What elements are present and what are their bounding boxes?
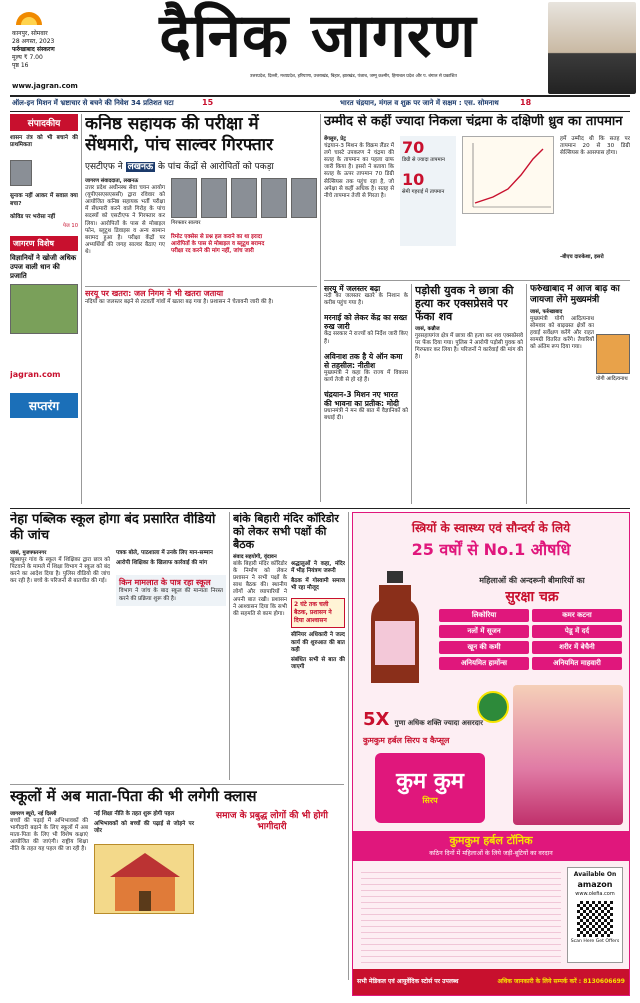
- suspect-photo-2: [201, 178, 227, 218]
- school-bullet-2: आरोपी शिक्षिका के खिलाफ कार्रवाई की मांग: [116, 560, 208, 567]
- suspect-photo-4: [261, 178, 287, 218]
- newspaper-title: दैनिक जागरण: [159, 1, 477, 71]
- cm-headline[interactable]: फर्रुखाबाद में आज बाढ़ का जायजा लेंगे मुख्यमंत्री: [530, 284, 620, 305]
- moon-info-box: [400, 136, 456, 246]
- ad-problem-2: कमर कटना: [532, 609, 622, 622]
- parents-bullet-1: नई शिक्षा नीति के तहत शुरू होगी पहल: [94, 811, 175, 817]
- teaser-right-page: 18: [520, 98, 532, 107]
- mid-story-3-body: मुख्यमंत्री ने कहा कि राज्य में विकास कार्य तेजी से हो रहे हैं।: [324, 369, 408, 384]
- ad-brand-name: कुम कुम: [396, 769, 464, 794]
- ad-shield: सुरक्षा चक्र: [505, 589, 559, 605]
- header-photo: [548, 2, 636, 94]
- ad-tonic-banner: [353, 831, 629, 861]
- ad-fine-print: [361, 867, 561, 963]
- editorial-item-3[interactable]: कोविड पर भरोसा नहीं: [10, 213, 56, 220]
- ad-problem-8: अनियमित माहवारी: [532, 657, 622, 670]
- teaser-left-page: 15: [202, 98, 214, 107]
- qr-code-icon[interactable]: [577, 901, 613, 937]
- ad-problem-3: नलों में सूजन: [439, 625, 529, 638]
- moon-callout-2-value: 10: [402, 169, 425, 189]
- edition-name: फर्रुखाबाद संस्करण: [12, 46, 55, 53]
- lead-photo-caption: गिरफ्तार साल्वर: [171, 220, 201, 226]
- murder-body: गुरसहायगंज क्षेत्र में छात्रा की हत्या कर शव एक्सप्रेसवे पर फेंक दिया गया। पुलिस ने आरोपी पड़ोसी युवक को गिरफ्तार कर लिया है। परिजनों ने कार्रवाई की मांग की है।: [415, 332, 523, 361]
- school-body: खुब्बापुर गांव के स्कूल में शिक्षिका द्वारा छात्र को पिटवाने के मामले में शिक्षा विभाग ने स्कूल को बंद करने का आदेश दिया है। पुलिस वीडियो की जांच कर रही है। बच्चे के परिजनों से बातचीत की गई।: [10, 556, 110, 585]
- issue-date: 28 अगस्त, 2023: [12, 38, 55, 45]
- parents-headline[interactable]: स्कूलों में अब माता-पिता की भी लगेगी क्लास: [10, 787, 257, 805]
- states-line: उत्तरप्रदेश, दिल्ली, मध्यप्रदेश, हरियाणा, उत्तराखंड, बिहार, झारखंड, पंजाब, जम्मू कश्मीर, हिमाचल प्रदेश और प. बंगाल से प्रकाशित: [250, 74, 457, 79]
- moon-headline[interactable]: उम्मीद से कहीं ज्यादा निकला चंद्रमा के दक्षिणी ध्रुव का तापमान: [324, 114, 623, 129]
- cm-photo-caption: योगी आदित्यनाथ: [596, 376, 628, 382]
- moon-byline: बेंगलुरु, प्रेट्र: [324, 136, 346, 142]
- temple-box: 2 घंटे तक चली बैठक, प्रशासन ने दिया आश्वासन: [291, 598, 345, 628]
- ad-tonic-title: कुमकुम हर्बल टॉनिक: [449, 834, 533, 847]
- moon-story: [324, 114, 630, 276]
- ad-subhead: 25 वर्षों से No.1 औषधि: [411, 540, 571, 559]
- mid-story-3-headline[interactable]: अविनाश तक है ये ऑन कमा से तहसील: नीतीश: [324, 351, 403, 370]
- jagran-com-logo[interactable]: jagran.com: [10, 369, 61, 379]
- temple-body: बांके बिहारी मंदिर कॉरिडोर के निर्माण को लेकर प्रशासन ने सभी पक्षों के साथ बैठक की। स्थानीय लोगों और व्यापारियों ने अपनी बात रखी। प्रशासन ने आश्वासन दिया कि सभी की सहमति से काम होगा।: [233, 560, 287, 618]
- page-count: पृष्ठ 16: [12, 62, 29, 69]
- temple-ref-1: सीनियर अधिकारी ने जल्द कार्य की शुरुआत की बात कही: [291, 632, 345, 653]
- editorial-page-ref: पेज 10: [62, 223, 78, 230]
- school-bullet-1: पत्रक बोले, पाठशाला में उनके लिए मान-सम्मान: [116, 550, 213, 556]
- school-box: [116, 575, 226, 605]
- lead-photos: [171, 178, 317, 230]
- ad-product-line: कुमकुम हर्बल सिरप व कैप्सूल: [363, 736, 450, 745]
- ad-store-box: [567, 867, 623, 963]
- murder-headline[interactable]: पड़ोसी युवक ने छात्रा की हत्या कर एक्सप्रेसवे पर फेंका शव: [415, 284, 514, 323]
- ganga-story: [85, 286, 317, 310]
- olefia-link[interactable]: www.olefia.com: [575, 891, 615, 897]
- mid-story-4-headline[interactable]: चंद्रयान-3 मिशन नए भारत की भावना का प्रतीक: मोदी: [324, 390, 399, 409]
- ad-brand-logo: [375, 753, 485, 823]
- ad-footer: [353, 969, 629, 995]
- ad-helpline: अधिक जानकारी के लिये सम्पर्क करें : 8130606699: [497, 978, 625, 985]
- ad-model-photo: [513, 685, 623, 825]
- ad-tonic-sub: कठिन दिनों में महिलाओं के लिये जड़ी-बूटियों का वरदान: [429, 850, 553, 857]
- ad-badge: [363, 709, 513, 730]
- temple-ref-2: संबंधित सभी से बात की जाएगी: [291, 657, 345, 671]
- editorial-photo: [10, 160, 32, 186]
- ad-badge-text: गुणा अधिक शक्ति ज्यादा असरदार: [394, 719, 483, 727]
- amazon-logo[interactable]: amazon: [577, 880, 613, 889]
- website-link[interactable]: www.jagran.com: [12, 82, 78, 90]
- mid-story-1-headline[interactable]: सरयू में जलस्तर बढ़ा: [324, 284, 381, 293]
- moon-temperature-graph: [462, 136, 554, 214]
- moon-quote-by: -बीएच दारुकेशा, इसरो: [560, 254, 604, 260]
- parents-body: बच्चों की पढ़ाई में अभिभावकों की भागीदारी बढ़ाने के लिए स्कूलों में अब माता-पिता के लिए भी विशेष कक्षाएं आयोजित की जाएंगी। राष्ट्रीय शिक्षा नीति के तहत यह पहल की जा रही है।: [10, 817, 88, 853]
- parents-story: [10, 784, 344, 996]
- school-byline: जासं, मुजफ्फरनगर: [10, 550, 47, 556]
- jagran-special-headline[interactable]: विज्ञानियों ने खोजी अधिक उपज वाली धान की प्रजाति: [10, 253, 77, 280]
- ad-badge-number: 5X: [363, 709, 390, 730]
- jagran-sun-logo: [14, 5, 44, 27]
- ad-problems: [439, 609, 625, 670]
- temple-bullet-1: श्रद्धालुओं ने कहा, मंदिर में भीड़ नियंत्रण जरूरी: [291, 560, 345, 574]
- parents-bullet-2: अभिभावकों को बच्चों की पढ़ाई से जोड़ने पर जोर: [94, 821, 194, 835]
- edition-place: कानपुर, सोमवार: [12, 30, 48, 37]
- ad-problem-4: पेडू में दर्द: [532, 625, 622, 638]
- saptrang-label[interactable]: सप्तरंग: [10, 393, 78, 418]
- ad-problem-5: खून की कमी: [439, 641, 529, 654]
- school-box-body: विभाग ने जांच के बाद स्कूल की मान्यता निरस्त करने की प्रक्रिया शुरू की है।: [119, 588, 223, 602]
- ad-problem-1: लिकोरिया: [439, 609, 529, 622]
- cm-byline: जासं, फर्रुखाबाद: [530, 309, 563, 315]
- rice-field-photo: [10, 284, 78, 334]
- temple-bullet-2: बैठक में गोस्वामी समाज भी रहा मौजूद: [291, 578, 345, 592]
- editorial-item-1[interactable]: शासन तंत्र को भी बचाने की प्राथमिकता: [10, 135, 78, 149]
- masthead: [0, 0, 640, 96]
- school-story: [10, 512, 226, 780]
- lead-story: [85, 114, 317, 364]
- classroom-illustration: [94, 844, 194, 914]
- teaser-right[interactable]: भारत चंद्रयान, मंगल व शुक्र पर जाने में सक्षम : एस. सोमनाथ: [340, 99, 499, 107]
- ad-available-label: Available On: [573, 871, 617, 878]
- ad-brand-sub: सिरप: [422, 796, 438, 805]
- murder-byline: जासं, कन्नौज: [415, 326, 440, 332]
- parents-byline: जागरण ब्यूरो, नई दिल्ली: [10, 811, 57, 817]
- mid-story-1-body: नदी का जलस्तर खतरे के निशान के करीब पहुंच गया है।: [324, 293, 408, 307]
- lead-byline: जागरण संवाददाता, लखनऊ: [85, 178, 139, 184]
- parents-box-headline[interactable]: समाज के प्रबुद्ध लोगों की भी होगी भागीदारी: [216, 811, 328, 832]
- suspect-photo-1: [171, 178, 197, 218]
- syrup-bottle: [367, 571, 423, 687]
- temple-byline: संवाद सहयोगी, वृंदावन: [233, 554, 277, 560]
- lead-bullet-3: परीक्षा रद करने की मांग नहीं, जांच जारी: [171, 248, 254, 255]
- mid-story-4-body: प्रधानमंत्री ने मन की बात में वैज्ञानिकों को बधाई दी।: [324, 408, 408, 422]
- cm-photo: [596, 334, 630, 374]
- ganga-body: नदियों का जलस्तर बढ़ने से तटवर्ती गांवों में खतरा बढ़ गया है। प्रशासन ने चेतावनी जारी की है।: [85, 299, 274, 305]
- kumkum-advert[interactable]: [352, 512, 630, 996]
- moon-callout-1-label: डिग्री से ज्यादा तापमान: [402, 157, 445, 163]
- moon-quote: हमें उम्मीद थी कि सतह पर तापमान 20 से 30 डिग्री सेल्सियस के आसपास होगा।: [560, 136, 630, 157]
- lead-body: उत्तर प्रदेश अधीनस्थ सेवा चयन आयोग (यूपीएसएसएससी) द्वारा रविवार को आयोजित कनिष्ठ सहायक भर्ती परीक्षा में सेंधमारी करने वाले गिरोह के पांच सदस्यों को एसटीएफ ने गिरफ्तार कर लिया। आरोपितों के पास से मोबाइल फोन, ब्लूटूथ डिवाइस व अन्य सामान बरामद हुआ है। परीक्षा केंद्रों पर अभ्यर्थियों की जगह साल्वर बैठाए गए थे।: [85, 184, 165, 256]
- issue-price: मूल्य ₹ 7.00: [12, 54, 43, 61]
- teaser-left[interactable]: ऑल-इन मिशन में भ्रष्टाचार से बचने की निवेश 34 प्रतिशत घटा: [12, 99, 174, 107]
- lead-subhead-post: के पांच केंद्रों से आरोपितों को पकड़ा: [157, 162, 274, 172]
- ad-scan-text: Scan Here Get Offers: [570, 939, 620, 944]
- suspect-photo-3: [231, 178, 257, 218]
- lead-bullet-2: आरोपितों के पास से मोबाइल व ब्लूटूथ बरामद: [171, 241, 265, 248]
- temple-headline[interactable]: बांके बिहारी मंदिर कॉरिडोर को लेकर सभी पक्षों की बैठक: [233, 512, 339, 551]
- lead-bullets: [171, 234, 317, 256]
- mid-story-2-headline[interactable]: मरनाई को लेकर केंद्र का सख्त रुख जारी: [324, 313, 407, 332]
- ad-tagline: महिलाओं की अन्दरूनी बीमारियों का: [479, 576, 585, 585]
- lead-subhead-pre: एसटीएफ ने: [85, 162, 123, 172]
- mid-story-2-body: केंद्र सरकार ने राज्यों को निर्देश जारी किए हैं।: [324, 331, 408, 345]
- mid-stories: [324, 284, 408, 504]
- cm-body: मुख्यमंत्री योगी आदित्यनाथ सोमवार को बाढ़ग्रस्त क्षेत्रों का हवाई सर्वेक्षण करेंगे और राहत सामग्री वितरित करेंगे। तैयारियों को अंतिम रूप दिया गया।: [530, 315, 594, 351]
- cm-story: [530, 284, 630, 504]
- teaser-strip: [10, 98, 630, 110]
- lead-subhead: [85, 159, 317, 172]
- lead-headline[interactable]: कनिष्ठ सहायक की परीक्षा में सेंधमारी, पांच साल्वर गिरफ्तार: [85, 114, 274, 155]
- moon-body: चंद्रयान-3 मिशन के विक्रम लैंडर में लगे चास्टे उपकरण ने चंद्रमा की सतह के तापमान का पहला ग्राफ जारी किया है। इसरो ने बताया कि सतह के ऊपर तापमान 70 डिग्री सेल्सियस तक पहुंच रहा है, जो अपेक्षा से कहीं अधिक है। सतह से नीचे तापमान तेजी से गिरता है।: [324, 142, 394, 200]
- suspect-photo-5: [291, 178, 317, 218]
- school-headline[interactable]: नेहा पब्लिक स्कूल होगा बंद प्रसारित वीडियो की जांच: [10, 512, 216, 543]
- ad-headline: स्त्रियों के स्वास्थ्य एवं सौन्दर्य के लिये: [411, 521, 571, 535]
- ad-footer-availability: सभी मेडिकल एवं आयुर्वेदिक स्टोर्स पर उपलब्ध: [357, 978, 459, 985]
- jagran-special-label: जागरण विशेष: [10, 236, 78, 251]
- moon-callout-2-label: सेमी गहराई में तापमान: [402, 188, 445, 195]
- editorial-item-2[interactable]: सुनाक नहीं आकर में सवाल क्या बचा?: [10, 193, 78, 207]
- temple-story: [233, 512, 345, 780]
- moon-callout-1-value: 70: [402, 138, 425, 157]
- ganga-headline[interactable]: सरयू पर खतरा: जल निगम ने भी खतरा जताया: [85, 289, 224, 298]
- school-box-headline[interactable]: किन मामलात के पात्र रहा स्कूल: [119, 578, 211, 588]
- lead-subhead-highlight: लखनऊ: [127, 162, 154, 172]
- editorial-column: [10, 114, 78, 504]
- murder-story: [415, 284, 523, 504]
- ad-problem-6: शरीर में बेचैनी: [532, 641, 622, 654]
- editorial-label: संपादकीय: [10, 114, 78, 131]
- lead-bullet-1: रिमोट एक्सेस से प्रश्न हल कराने का था इरादा: [171, 234, 263, 240]
- ad-problem-7: अनियमित हार्मोन्स: [439, 657, 529, 670]
